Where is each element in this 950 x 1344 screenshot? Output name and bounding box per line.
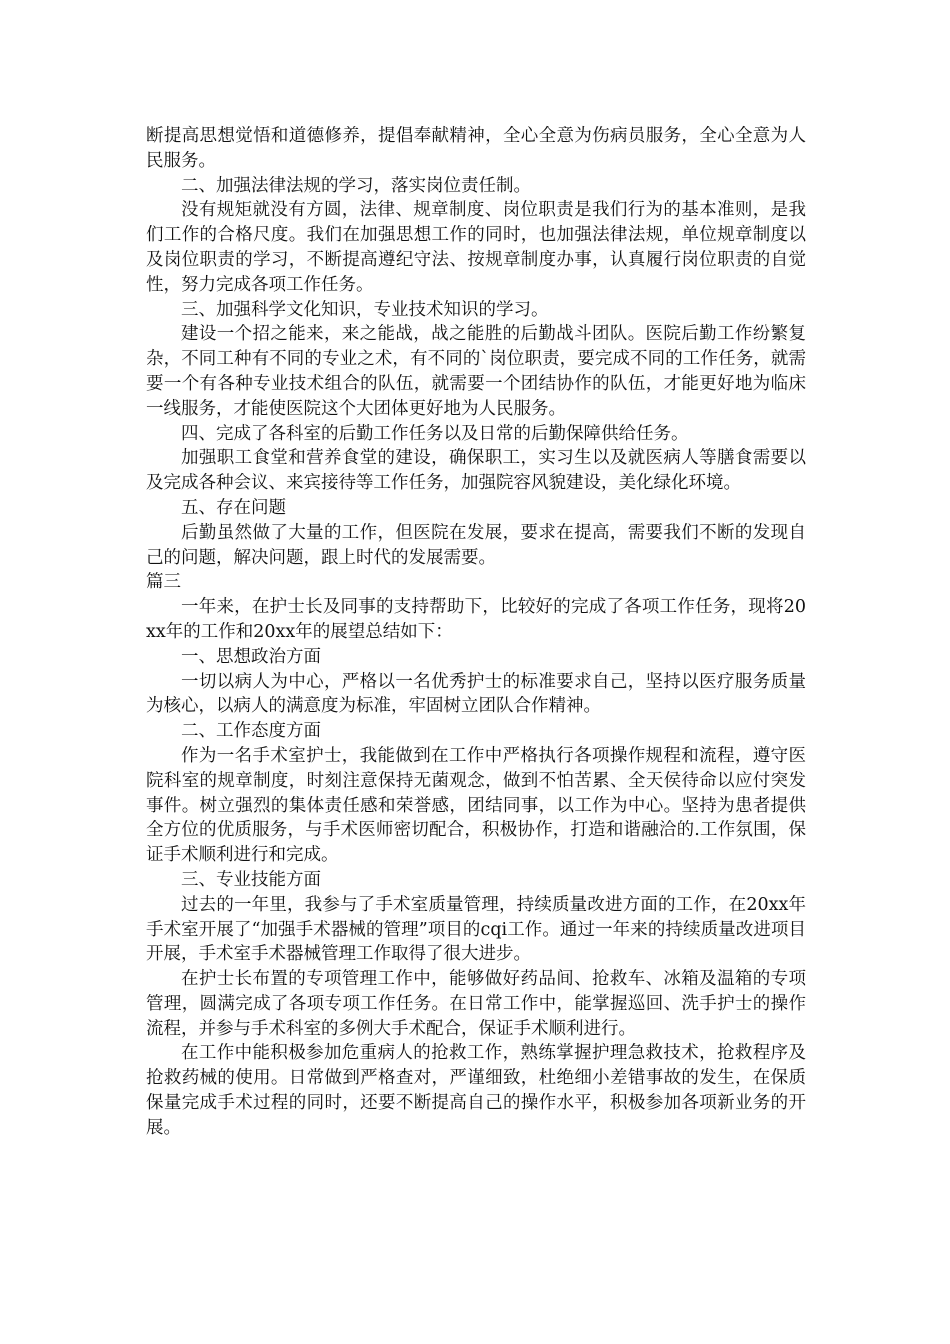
paragraph: 五、存在问题 xyxy=(181,497,286,518)
paragraph: 篇三 xyxy=(146,572,181,593)
paragraph: 没有规矩就没有方圆，法律、规章制度、岗位职责是我们行为的基本准则，是我们工作的合格尺度。我们在加强思想工作的同时，也加强法律法规，单位规章制度以及岗位职责的学习，不断提高遵纪守法、按规章制度办事，认真履行岗位职责的自觉性，努力完成各项工作任务。 xyxy=(146,200,806,295)
paragraph: 作为一名手术室护士，我能做到在工作中严格执行各项操作规程和流程，遵守医院科室的规章制度，时刻注意保持无菌观念，做到不怕苦累、全天侯待命以应付突发事件。树立强烈的集体责任感和荣誉感，团结同事，以工作为中心。坚持为患者提供全方位的优质服务，与手术医师密切配合，积极协作，打造和谐融洽的.工作氛围，保证手术顺利进行和完成。 xyxy=(146,745,806,866)
document-body xyxy=(146,124,806,1141)
paragraph: 在工作中能积极参加危重病人的抢救工作，熟练掌握护理急救技术，抢救程序及抢救药械的使用。日常做到严格查对，严谨细致，杜绝细小差错事故的发生，在保质保量完成手术过程的同时，还要不断提高自己的操作水平，积极参加各项新业务的开展。 xyxy=(146,1043,806,1138)
paragraph: 在护士长布置的专项管理工作中，能够做好药品间、抢救车、冰箱及温箱的专项管理，圆满完成了各项专项工作任务。在日常工作中，能掌握巡回、洗手护士的操作流程，并参与手术科室的多例大手术配合，保证手术顺利进行。 xyxy=(146,969,806,1039)
paragraph: 一切以病人为中心，严格以一名优秀护士的标准要求自己，坚持以医疗服务质量为核心，以病人的满意度为标准，牢固树立团队合作精神。 xyxy=(146,671,806,717)
paragraph: 断提高思想觉悟和道德修养，提倡奉献精神，全心全意为伤病员服务，全心全意为人民服务。 xyxy=(146,126,806,171)
paragraph: 一、思想政治方面 xyxy=(181,646,321,667)
paragraph: 后勤虽然做了大量的工作，但医院在发展，要求在提高，需要我们不断的发现自己的问题，解决问题，跟上时代的发展需要。 xyxy=(146,522,806,568)
paragraph: 二、工作态度方面 xyxy=(181,721,321,742)
paragraph: 过去的一年里，我参与了手术室质量管理，持续质量改进方面的工作，在20xx年手术室开展了“加强手术器械的管理”项目的cqi工作。通过一年来的持续质量改进项目开展，手术室手术器械管理工作取得了很大进步。 xyxy=(146,894,806,965)
paragraph: 二、加强法律法规的学习，落实岗位责任制。 xyxy=(181,175,531,196)
paragraph: 四、完成了各科室的后勤工作任务以及日常的后勤保障供给任务。 xyxy=(181,423,689,444)
paragraph: 三、专业技能方面 xyxy=(181,869,321,890)
paragraph: 建设一个招之能来，来之能战，战之能胜的后勤战斗团队。医院后勤工作纷繁复杂，不同工种有不同的专业之术，有不同的`岗位职责，要完成不同的工作任务，就需要一个有各种专业技术组合的队伍，就需要一个团结协作的队伍，才能更好地为临床一线服务，才能使医院这个大团体更好地为人民服务。 xyxy=(146,324,806,419)
paragraph: 三、加强科学文化知识，专业技术知识的学习。 xyxy=(181,299,549,320)
paragraph: 加强职工食堂和营养食堂的建设，确保职工，实习生以及就医病人等膳食需要以及完成各种会议、来宾接待等工作任务，加强院容风貌建设，美化绿化环境。 xyxy=(146,448,806,494)
paragraph: 一年来，在护士长及同事的支持帮助下，比较好的完成了各项工作任务，现将20xx年的工作和20xx年的展望总结如下： xyxy=(146,597,806,642)
